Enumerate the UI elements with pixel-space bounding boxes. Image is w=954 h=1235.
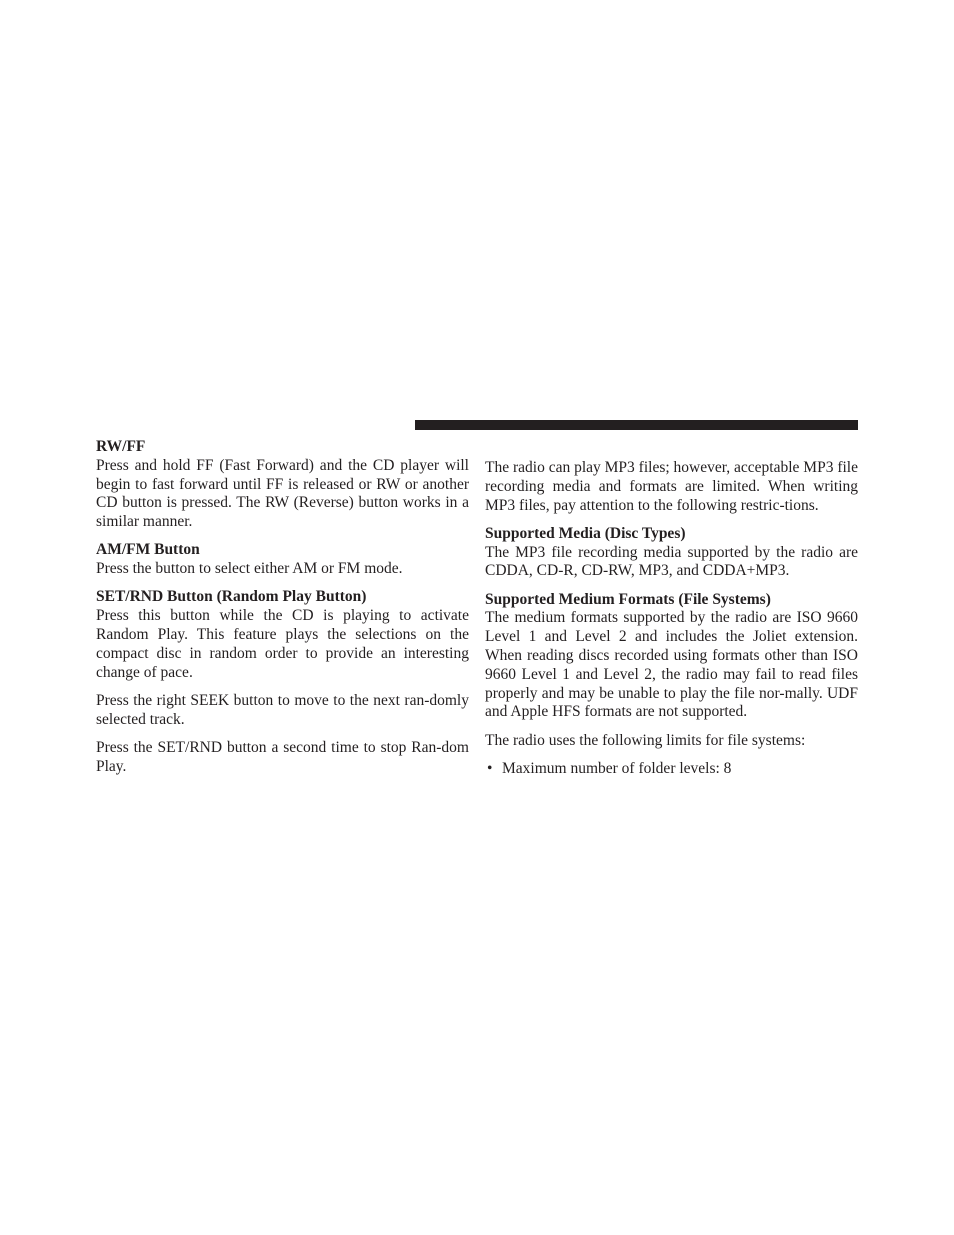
limits-intro-text: The radio uses the following limits for file systems: (485, 731, 806, 749)
mp3-intro-text: The radio can play MP3 files; however, acceptable MP3 file recording media and formats are limited. When writing MP3 files, pay attention to the following restric-tions. (485, 459, 858, 514)
list-item-text: Maximum number of folder levels: 8 (502, 759, 732, 777)
left-column (96, 438, 469, 786)
list-item (485, 760, 858, 779)
setrnd-text-1: Press this button while the CD is playing to activate Random Play. This feature plays the selections on the compact disc in random order to provide an interesting change of pace. (96, 607, 469, 681)
supported-media-heading: Supported Media (Disc Types) (485, 524, 686, 542)
supported-formats-heading: Supported Medium Formats (File Systems) (485, 590, 771, 608)
setrnd-text-2: Press the right SEEK button to move to the next ran-domly selected track. (96, 691, 469, 728)
supported-media-text: The MP3 file recording media supported by the radio are CDDA, CD-R, CD-RW, MP3, and CDDA+MP3. (485, 543, 858, 580)
right-column (485, 459, 858, 779)
amfm-text: Press the button to select either AM or FM mode. (96, 560, 403, 578)
bullet-icon: • (487, 759, 493, 777)
supported-formats-text: The medium formats supported by the radio are ISO 9660 Level 1 and Level 2 and includes the Joliet extension. When reading discs recorded using formats other than ISO 9660 Level 1 and Level 2, the radio may fail to read files properly and may be unable to play the file nor-mally. UDF and Apple HFS formats are not supported. (485, 609, 858, 721)
limits-list (485, 760, 858, 779)
setrnd-text-3: Press the SET/RND button a second time to stop Ran-dom Play. (96, 738, 469, 775)
amfm-heading: AM/FM Button (96, 541, 200, 559)
rwff-heading: RW/FF (96, 438, 146, 455)
rwff-text: Press and hold FF (Fast Forward) and the CD player will begin to fast forward until FF is released or RW or another CD button is pressed. The RW (Reverse) button works in a similar manner. (96, 456, 469, 531)
setrnd-heading: SET/RND Button (Random Play Button) (96, 588, 367, 606)
section-header-bar (415, 420, 858, 430)
